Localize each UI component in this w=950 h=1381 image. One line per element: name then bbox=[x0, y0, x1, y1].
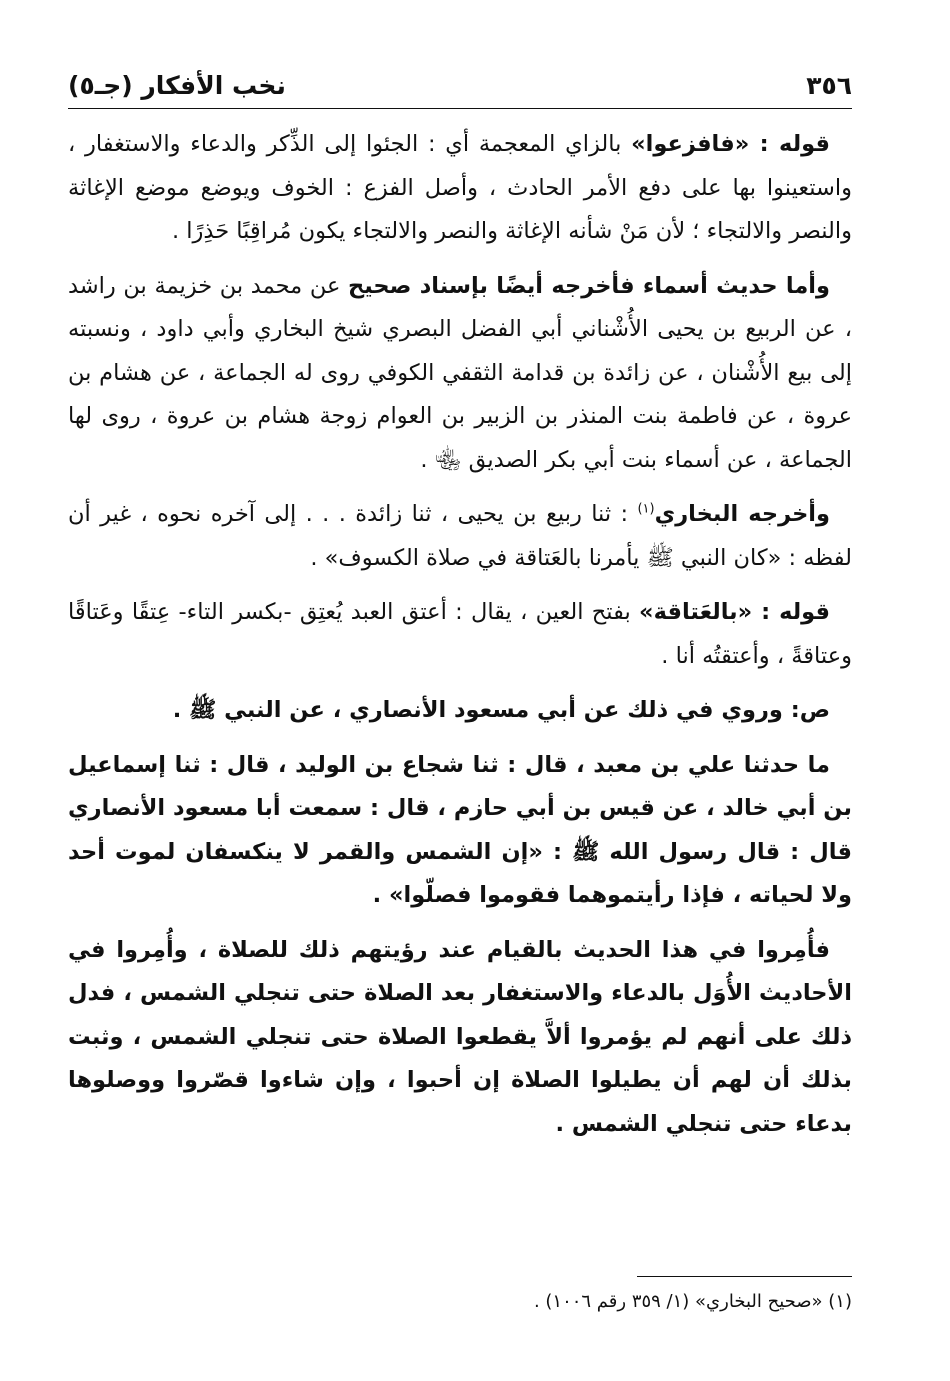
footnote: (١) «صحيح البخاري» (١/ ٣٥٩ رقم ١٠٠٦) . bbox=[533, 1291, 852, 1312]
paragraph-lead: وأخرجه البخاري bbox=[654, 501, 830, 527]
paragraph-text: بفتح العين ، يقال : أعتق العبد يُعتِق -بكسر التاء- عِتقًا وعَتاقًا وعتاقةً ، وأعتقتُه أنا . bbox=[68, 599, 852, 669]
header-rule bbox=[68, 108, 852, 109]
body-text bbox=[68, 123, 852, 1146]
footnote-reference[interactable]: (١) bbox=[637, 501, 655, 517]
paragraph-6 bbox=[68, 744, 852, 918]
paragraph-lead: وأما حديث أسماء فأخرجه أيضًا بإسناد صحيح bbox=[348, 272, 831, 299]
paragraph-5 bbox=[68, 689, 852, 733]
page-header bbox=[68, 60, 852, 100]
paragraph-2 bbox=[68, 265, 852, 483]
paragraph-lead: قوله : «فافزعوا» bbox=[631, 131, 830, 157]
paragraph-text: ما حدثنا علي بن معبد ، قال : ثنا شجاع بن الوليد ، قال : ثنا إسماعيل بن أبي خالد ، عن قيس بن أبي حازم ، قال : سمعت أبا مسعود الأنصاري قال : قال رسول الله ﷺ : «إن الشمس والقمر لا ينكسفان لموت أحد ولا لحياته ، فإذا رأيتموهما فقوموا فصلّوا» . bbox=[68, 751, 852, 908]
paragraph-text: ص: وروي في ذلك عن أبي مسعود الأنصاري ، عن النبي ﷺ . bbox=[172, 697, 830, 723]
paragraph-4 bbox=[68, 591, 852, 678]
running-title: نخب الأفكار (جـ٥) bbox=[68, 71, 286, 100]
footnote-rule bbox=[637, 1276, 852, 1277]
paragraph-7 bbox=[68, 929, 852, 1147]
paragraph-text: عن محمد بن خزيمة بن راشد ، عن الربيع بن يحيى الأُشْناني أبي الفضل البصري شيخ البخاري وأبي داود ، ونسبته إلى بيع الأُشْنان ، عن زائدة بن قدامة الثقفي الكوفي روى له الجماعة ، عن هشام بن عروة ، عن فاطمة بنت المنذر بن الزبير بن العوام زوجة هشام بن عروة ، روى لها الجماعة ، عن أسماء بنت أبي بكر الصديق ﵄ . bbox=[68, 272, 852, 473]
book-page bbox=[68, 60, 852, 1340]
paragraph-3 bbox=[68, 493, 852, 580]
paragraph-lead: قوله : «بالعَتاقة» bbox=[639, 599, 830, 625]
paragraph-1 bbox=[68, 123, 852, 254]
page-number: ٣٥٦ bbox=[806, 71, 852, 100]
paragraph-text: بالزاي المعجمة أي : الجئوا إلى الذِّكر والدعاء والاستغفار ، واستعينوا بها على دفع الأمر الحادث ، وأصل الفزع : الخوف ويوضع موضع الإغاثة والنصر والالتجاء ؛ لأن مَنْ شأنه الإغاثة والنصر والالتجاء يكون مُراقِبًا حَذِرًا . bbox=[68, 131, 852, 244]
paragraph-text: : ثنا ربيع بن يحيى ، ثنا زائدة . . . إلى آخره نحوه ، غير أن لفظه : «كان النبي ﷺ يأمرنا بالعَتاقة في صلاة الكسوف» . bbox=[68, 501, 852, 571]
paragraph-text: فأُمِروا في هذا الحديث بالقيام عند رؤيتهم ذلك للصلاة ، وأُمِروا في الأحاديث الأُوَل بالدعاء والاستغفار بعد الصلاة حتى تنجلي الشمس ، فدل ذلك على أنهم لم يؤمروا ألاَّ يقطعوا الصلاة حتى تنجلي الشمس ، وثبت بذلك أن لهم أن يطيلوا الصلاة إن أحبوا ، وإن شاءوا قصّروا ووصلوها بدعاء حتى تنجلي الشمس . bbox=[68, 936, 852, 1137]
